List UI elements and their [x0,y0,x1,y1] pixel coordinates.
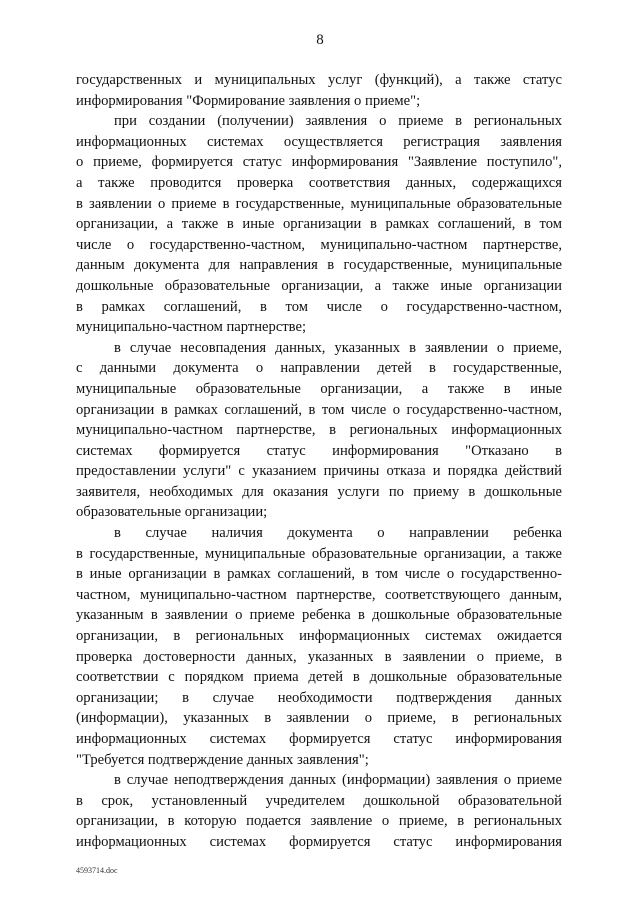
text-line: предоставлении услуги" с указанием причины отказа и порядка действий [76,463,562,480]
text-line: организации в рамках соглашений, в том числе о государственно-частном, [76,401,562,418]
text-line: муниципально-частном партнерстве, в региональных информационных [76,422,562,439]
text-line: о приеме, формируется статус информирования "Заявление поступило", [76,154,562,171]
text-line: в заявлении о приеме в государственные, муниципальные образовательные [76,195,562,212]
text-line: а также проводится проверка соответствия данных, содержащихся [76,174,562,191]
text-line: организации, а также в иные организации в рамках соглашений, в том [76,216,562,233]
text-line: в случае наличия документа о направлении ребенка [114,525,562,542]
text-line: в государственные, муниципальные образовательные организации, а также [76,545,562,562]
text-line: заявителя, необходимых для оказания услуги по приему в дошкольные [76,483,562,500]
text-line: государственных и муниципальных услуг (функций), а также статус [76,72,562,88]
page-number: 8 [316,32,324,48]
text-line: образовательные организации; [76,504,268,521]
text-line: данным документа для направления в государственные, муниципальные [76,257,562,274]
text-line: информирования "Формирование заявления о приеме"; [76,92,421,109]
text-line: при создании (получении) заявления о приеме в региональных [114,113,562,130]
text-line: с данными документа о направлении детей в государственные, [76,360,562,377]
text-line: в иные организации в рамках соглашений, в том числе о государственно- [76,566,562,583]
text-line: системах формируется статус информирования "Отказано в [76,442,562,459]
text-line: в случае несовпадения данных, указанных в заявлении о приеме, [114,339,562,356]
text-line: информационных системах формируется статус информирования [76,731,562,747]
text-line: организации; в случае необходимости подтверждения данных [76,689,562,706]
text-line: соответствии с порядком приема детей в дошкольные образовательные [76,669,562,686]
text-line: (информации), указанных в заявлении о приеме, в региональных [76,710,562,727]
text-line: в случае неподтверждения данных (информации) заявления о приеме [114,772,562,789]
text-line: числе о государственно-частном, муниципально-частном партнерстве, [76,236,562,253]
text-line: проверка достоверности данных, указанных в заявлении о приеме, в [76,648,562,665]
text-line: муниципально-частном партнерстве; [76,319,307,336]
text-line: организации, в которую подается заявление о приеме, в региональных [76,813,562,830]
footer-filename: 4593714.doc [76,866,118,875]
text-line: в срок, установленный учредителем дошкольной образовательной [76,792,562,809]
text-line: информационных системах формируется статус информирования [76,833,562,850]
text-line: организации, в региональных информационных системах ожидается [76,628,562,645]
text-line: дошкольные образовательные организации, а также иные организации [76,277,562,294]
text-line: частном, муниципально-частном партнерстве, соответствующего данным, [76,586,562,603]
text-line: муниципальные образовательные организации, а также в иные [76,380,562,397]
text-line: в рамках соглашений, в том числе о государственно-частном, [76,298,562,315]
text-line: указанным в заявлении о приеме ребенка в дошкольные образовательные [76,607,562,624]
text-line: "Требуется подтверждение данных заявления"; [76,751,369,768]
body-text [76,70,562,853]
text-line: информационных системах осуществляется регистрация заявления [76,133,562,150]
